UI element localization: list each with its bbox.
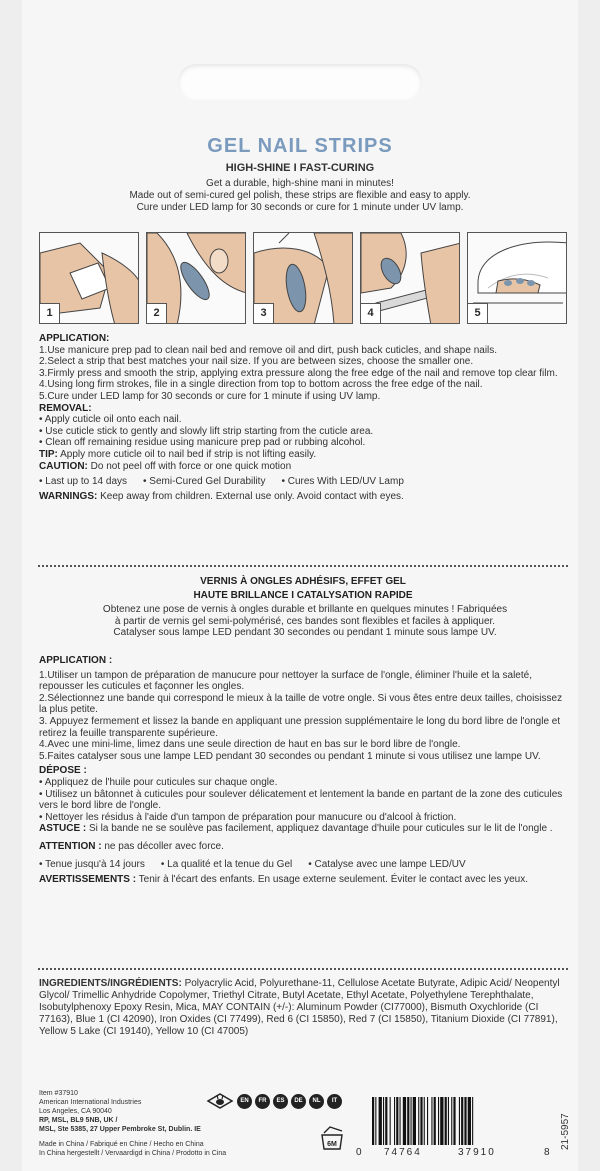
barcode-bar [451,1097,452,1145]
made-in [39,1140,239,1158]
step-2-illustration [146,232,246,324]
open-jar-icon [318,1125,346,1151]
application-heading: APPLICATION : [39,655,113,666]
warnings-line [39,874,567,886]
address-line: MSL, Ste 5385, 27 Upper Pembroke St, Dublin. IE [39,1126,201,1133]
barcode-bar [383,1097,384,1145]
tip-label: ASTUCE : [39,823,87,835]
application-step: 2.Select a strip that best matches your nail size. If you are between sizes, choose the smaller one. [39,356,474,368]
application-step: 2.Sélectionnez une bande qui correspond le mieux à la taille de votre ongle. Si vous êtes entre deux tailles, choisissez la plus petite. [39,692,563,716]
caution-line [39,461,567,473]
intro-line: Obtenez une pose de vernis à ongles durable et brillante en quelques minutes ! Fabriquées [102,604,508,615]
side-code: 21-5957 [560,1113,571,1150]
application-step: 3.Firmly press and smooth the strip, applying extra pressure along the free edge of the nail and remove top clear film. [39,367,558,379]
barcode-bar [459,1097,460,1145]
feature-item: • Last up to 14 days [39,476,128,488]
product-subtitle: HIGH-SHINE I FAST-CURING [225,162,375,174]
step-number: 4 [361,303,381,323]
barcode-first-digit: 0 [356,1147,362,1158]
barcode-bar [453,1097,455,1145]
application-step: 1.Use manicure prep pad to clean nail bed and remove oil and dirt, push back cuticles, and shape nails. [39,344,498,356]
intro-line: Cure under LED lamp for 30 seconds or cure for 1 minute under UV lamp. [136,202,464,213]
language-badges [206,1092,342,1110]
warnings-text: Tenir à l'écart des enfants. En usage externe seulement. Éviter le contact avec les yeux. [138,874,528,886]
barcode-bar [424,1097,425,1145]
caution-label: CAUTION: [39,460,88,472]
feature-item: • Tenue jusqu'à 14 jours [39,858,145,870]
tip-line [39,449,567,461]
application-step: 5.Cure under LED lamp for 30 seconds or cure for 1 minute if using UV lamp. [39,390,381,402]
removal-heading: REMOVAL: [39,402,92,414]
address-line: RP, MSL, BL9 5NB, UK / [39,1117,118,1124]
address-line: American International Industries [39,1099,142,1106]
intro-line: à partir de vernis gel semi-polymérisé, ces bandes sont flexibles et faciles à appliquer. [114,615,496,627]
tip-text: Apply more cuticle oil to nail bed if strip is not lifting easily. [60,448,317,460]
barcode-bar [379,1097,382,1145]
barcode-bar [400,1097,401,1145]
warnings-label: AVERTISSEMENTS : [39,874,137,886]
tip-text: Si la bande ne se soulève pas facilement, appliquez davantage d'huile pour cuticules sur le lit de l'ongle . [89,823,553,835]
ingredients-label: INGREDIENTS/INGRÉDIENTS: [39,978,182,989]
application-step: 4.Avec une mini-lime, limez dans une seule direction de haut en bas sur le bord libre de l'ongle. [39,739,461,751]
step-4-illustration [360,232,460,324]
caution-line [39,841,567,853]
feature-item: • Cures With LED/UV Lamp [281,476,404,488]
ingredients-text: Polyacrylic Acid, Polyurethane-11, Cellulose Acetate Butyrate, Adipic Acid/ Neopentyl Glycol/ Trimellic Anhydride Copolymer, Triethyl Citrate, Butyl Acetate, Ethyl Acetate, Polyethylene Terephthalate, Isobutylphenoxy Epoxy Resin, Mica, MAY CONTAIN (+/-): Aluminum Powder (CI77000), Bismuth Oxychloride (CI 77163), Blue 1 (CI 42090), Iron Oxides (CI 77499), Red 6 (CI 15850), Red 7 (CI 15850), Titanium Dioxide (CI 77891), Yellow 5 Lake (CI 19140), Yellow 10 (CI 47005) [39,978,560,1037]
pao-label: 6M [327,1141,337,1148]
address-line: Los Angeles, CA 90040 [39,1108,112,1115]
language-badge: NL [309,1094,324,1109]
barcode-bar [427,1097,428,1145]
step-number: 5 [468,303,488,323]
intro-line: Get a durable, high-shine mani in minutes! [206,178,394,189]
barcode-bar [403,1097,406,1145]
caution-label: ATTENTION : [39,840,102,852]
french-title: VERNIS À ONGLES ADHÉSIFS, EFFET GEL [200,576,406,587]
french-instructions [39,655,567,886]
barcode-bar [385,1097,387,1145]
application-step: 1.Utiliser un tampon de préparation de manucure pour nettoyer la surface de l'ongle, éliminer l'huile et la saleté, repousser les cuticules et façonner les ongles. [39,669,532,693]
english-instructions [39,333,567,502]
barcode-bar [461,1097,463,1145]
french-intro [60,604,550,639]
address-line: Item #37910 [39,1090,78,1097]
manufacturer-address [39,1089,209,1134]
barcode-bar [434,1097,436,1145]
barcode-bar [431,1097,432,1145]
language-badge: EN [237,1094,252,1109]
barcode-bar [372,1097,374,1145]
barcode-bar [396,1097,398,1145]
barcode-bar [407,1097,409,1145]
barcode-bar [438,1097,439,1145]
step-1-illustration [39,232,139,324]
application-step: 5.Faites catalyser sous une lampe LED pendant 30 secondes ou pendant 1 minute si vous utilisez une lampe UV. [39,750,541,762]
barcode-left-digits: 74764 [384,1147,422,1158]
feature-item: • Semi-Cured Gel Durability [143,476,266,488]
warnings-label: WARNINGS: [39,490,98,502]
step-3-illustration [253,232,353,324]
step-5-illustration [467,232,567,324]
barcode-bar [418,1097,419,1145]
made-in-line: Made in China / Fabriqué en Chine / Hecho en China [39,1141,204,1148]
application-steps [39,232,569,324]
section-divider [38,968,568,970]
made-in-line: In China hergestellt / Vervaardigd in China / Prodotto in Cina [39,1150,227,1157]
cruelty-free-rabbit-icon [206,1092,234,1110]
barcode-bar [448,1097,449,1145]
step-number: 3 [254,303,274,323]
application-step: 4.Using long firm strokes, file in a single direction from top to bottom across the free edge of the nail. [39,379,483,391]
step-number: 1 [40,303,60,323]
caution-text: Do not peel off with force or one quick motion [90,460,292,472]
caution-text: ne pas décoller avec force. [104,840,224,852]
language-badge: FR [255,1094,270,1109]
removal-step: • Clean off remaining residue using manicure prep pad or rubbing alcohol. [39,437,366,449]
barcode-bar [413,1097,416,1145]
language-badge: DE [291,1094,306,1109]
application-heading: APPLICATION: [39,333,110,344]
barcode [356,1097,550,1158]
feature-item: • Catalyse avec une lampe LED/UV [308,858,466,870]
intro-line: Made out of semi-cured gel polish, these strips are flexible and easy to apply. [129,190,471,201]
tip-label: TIP: [39,448,58,460]
warnings-line [39,491,567,503]
barcode-right-digits: 37910 [458,1147,496,1158]
feature-list [39,859,567,871]
ingredients [39,978,565,1038]
removal-step: • Nettoyer les résidus à l'aide d'un tampon de préparation pour manucure ou d'alcool à friction. [39,811,457,823]
removal-step: • Utilisez un bâtonnet à cuticules pour soulever délicatement et lentement la bande en partant de la zone des cuticules vers le bord libre de l'ongle. [39,788,563,812]
removal-step: • Use cuticle stick to gently and slowly lift strip starting from the cuticle area. [39,425,374,437]
barcode-bar [468,1097,471,1145]
barcode-bar [390,1097,391,1145]
application-step: 3. Appuyez fermement et lissez la bande en appliquant une pression supplémentaire le long du bord libre de l'ongle et retirez la feuille transparente supérieure. [39,715,561,739]
warnings-text: Keep away from children. External use only. Avoid contact with eyes. [100,490,404,502]
barcode-bar [375,1097,376,1145]
barcode-bar [440,1097,443,1145]
period-after-opening-icon [318,1125,346,1151]
barcode-bar [411,1097,412,1145]
removal-heading: DÉPOSE : [39,765,87,777]
feature-item: • La qualité et la tenue du Gel [160,858,293,870]
removal-step: • Appliquez de l'huile pour cuticules sur chaque ongle. [39,776,278,788]
barcode-bar [445,1097,447,1145]
barcode-bar [420,1097,422,1145]
barcode-last-digit: 8 [544,1147,550,1158]
tip-line [39,823,567,835]
barcode-bar [464,1097,466,1145]
french-subtitle: HAUTE BRILLANCE I CATALYSATION RAPIDE [193,590,413,601]
language-badge: ES [273,1094,288,1109]
intro-line: Catalyser sous lampe LED pendant 30 secondes ou pendant 1 minute sous lampe UV. [113,627,497,639]
step-number: 2 [147,303,167,323]
product-title: GEL NAIL STRIPS [207,135,393,157]
barcode-bar [472,1097,473,1145]
hang-hole [178,64,422,100]
product-intro [60,178,540,214]
removal-step: • Apply cuticle oil onto each nail. [39,414,182,426]
section-divider [38,565,568,567]
feature-list [39,476,567,488]
language-badge: IT [327,1094,342,1109]
barcode-bar [394,1097,395,1145]
